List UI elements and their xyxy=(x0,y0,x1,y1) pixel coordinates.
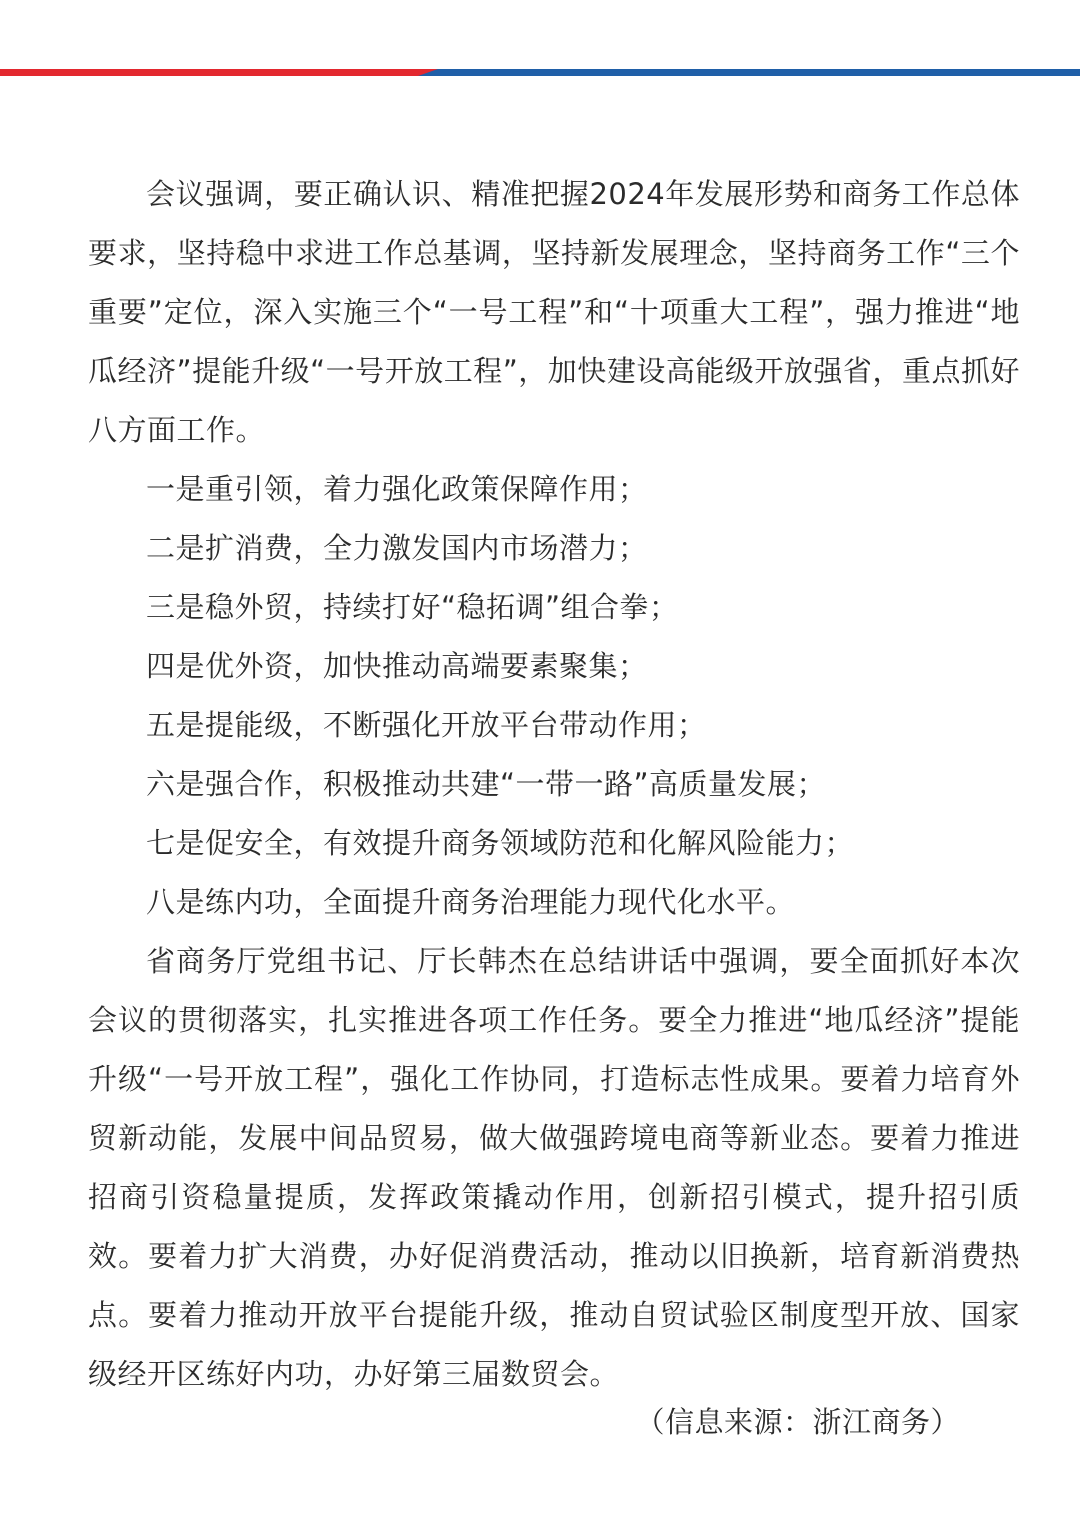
source-attribution: （信息来源：浙江商务） xyxy=(635,1405,960,1439)
top-divider xyxy=(0,69,1080,76)
intro-paragraph: 会议强调，要正确认识、精准把握2024年发展形势和商务工作总体要求，坚持稳中求进工作总基调，坚持新发展理念，坚持商务工作“三个重要”定位，深入实施三个“一号工程”和“十项重大工程”，强力推进“地瓜经济”提能升级“一号开放工程”，加快建设高能级开放强省，重点抓好八方面工作。 xyxy=(88,177,1020,447)
point-item-3: 三是稳外贸，持续打好“稳拓调”组合拳； xyxy=(146,590,679,624)
closing-paragraph: 省商务厅党组书记、厅长韩杰在总结讲话中强调，要全面抓好本次会议的贯彻落实，扎实推进各项工作任务。要全力推进“地瓜经济”提能升级“一号开放工程”，强化工作协同，打造标志性成果。要着力培育外贸新动能，发展中间品贸易，做大做强跨境电商等新业态。要着力推进招商引资稳量提质，发挥政策撬动作用，创新招引模式，提升招引质效。要着力扩大消费，办好促消费活动，推动以旧换新，培育新消费热点。要着力推动开放平台提能升级，推动自贸试验区制度型开放、国家级经开区练好内功，办好第三届数贸会。 xyxy=(88,944,1020,1391)
article-body xyxy=(88,165,1020,1439)
top-divider-blue-segment xyxy=(418,69,1080,76)
point-item-2: 二是扩消费，全力激发国内市场潜力； xyxy=(146,531,648,565)
point-item-1: 一是重引领，着力强化政策保障作用； xyxy=(146,472,648,506)
point-item-8: 八是练内功，全面提升商务治理能力现代化水平。 xyxy=(146,885,796,919)
point-item-7: 七是促安全，有效提升商务领域防范和化解风险能力； xyxy=(146,826,855,860)
top-divider-red-segment xyxy=(0,69,440,76)
point-item-6: 六是强合作，积极推动共建“一带一路”高质量发展； xyxy=(146,767,827,801)
point-item-5: 五是提能级，不断强化开放平台带动作用； xyxy=(146,708,707,742)
point-item-4: 四是优外资，加快推动高端要素聚集； xyxy=(146,649,648,683)
